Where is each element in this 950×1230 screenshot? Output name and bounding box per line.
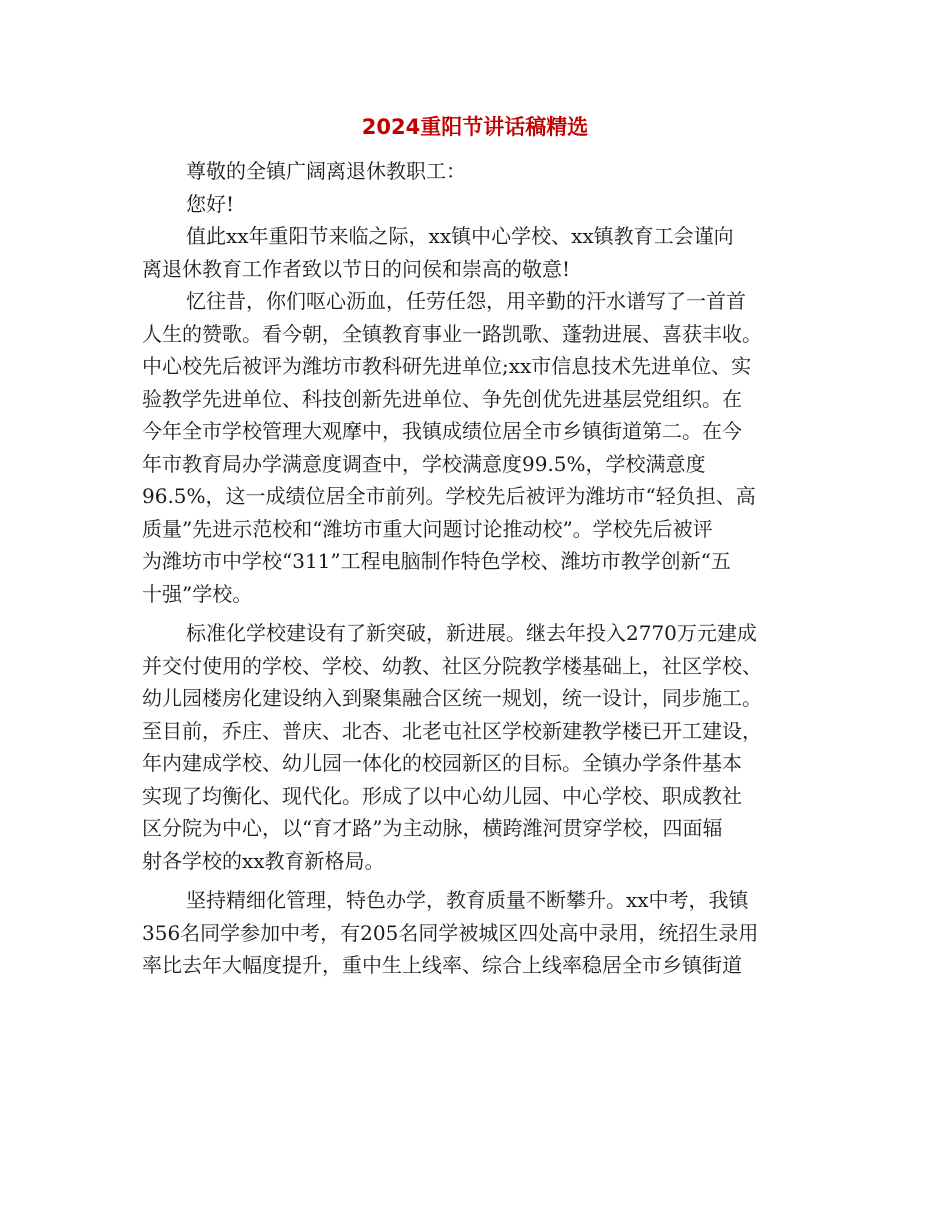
paragraph-line: 忆往昔，你们呕心沥血，任劳任怨，用辛勤的汗水谱写了一首首: [186, 289, 746, 313]
paragraph-line: 为潍坊市中学校“311”工程电脑制作特色学校、潍坊市教学创新“五: [142, 549, 731, 573]
paragraph-line: 幼儿园楼房化建设纳入到聚集融合区统一规划，统一设计，同步施工。: [142, 686, 762, 710]
paragraph-line: 验教学先进单位、科技创新先进单位、争先创优先进基层党组织。在: [142, 386, 742, 411]
paragraph-line: 标准化学校建设有了新突破，新进展。继去年投入2770万元建成: [186, 621, 757, 645]
paragraph-line: 离退休教育工作者致以节日的问侯和崇高的敬意!: [142, 256, 571, 281]
paragraph-greeting: 您好!: [186, 191, 235, 216]
paragraph-gap: [142, 877, 807, 884]
paragraph-line: 96.5%，这一成绩位居全市前列。学校先后被评为潍坊市“轻负担、高: [142, 484, 756, 508]
paragraph-gap: [142, 610, 807, 617]
paragraph-line: 坚持精细化管理，特色办学，教育质量不断攀升。xx中考，我镇: [186, 888, 749, 912]
paragraph-line: 十强”学校。: [142, 581, 253, 606]
paragraph-line: 中心校先后被评为潍坊市教科研先进单位;xx市信息技术先进单位、实: [142, 354, 752, 378]
paragraph-line: 射各学校的xx教育新格局。: [142, 848, 385, 873]
paragraph-line: 率比去年大幅度提升，重中生上线率、综合上线率稳居全市乡镇街道: [142, 953, 742, 977]
paragraph-line: 356名同学参加中考，有205名同学被城区四处高中录用，统招生录用: [142, 920, 759, 945]
paragraph-line: 人生的赞歌。看今朝，全镇教育事业一路凯歌、蓬勃进展、喜获丰收。: [142, 321, 762, 346]
paragraph-line: 质量”先进示范校和“潍坊市重大问题讨论推动校”。学校先后被评: [142, 516, 713, 541]
document-title: 2024重阳节讲话稿精选: [361, 115, 589, 139]
paragraph-line: 年内建成学校、幼儿园一体化的校园新区的目标。全镇办学条件基本: [142, 751, 742, 775]
paragraph-line: 年市教育局办学满意度调查中，学校满意度99.5%，学校满意度: [142, 451, 706, 476]
paragraph-line: 值此xx年重阳节来临之际，xx镇中心学校、xx镇教育工会谨向: [186, 224, 734, 248]
paragraph-line: 并交付使用的学校、学校、幼教、社区分院教学楼基础上，社区学校、: [142, 653, 762, 678]
paragraph-line: 至目前，乔庄、普庆、北杏、北老屯社区学校新建教学楼已开工建设，: [142, 718, 762, 743]
paragraph-salutation: 尊敬的全镇广阔离退休教职工：: [186, 159, 466, 183]
paragraph-line: 实现了均衡化、现代化。形成了以中心幼儿园、中心学校、职成教社: [142, 783, 742, 808]
paragraph-line: 区分院为中心，以“育才路”为主动脉，横跨潍河贯穿学校，四面辐: [142, 816, 723, 840]
document-body: [142, 155, 807, 982]
paragraph-line: 今年全市学校管理大观摩中，我镇成绩位居全市乡镇街道第二。在今: [142, 419, 742, 443]
